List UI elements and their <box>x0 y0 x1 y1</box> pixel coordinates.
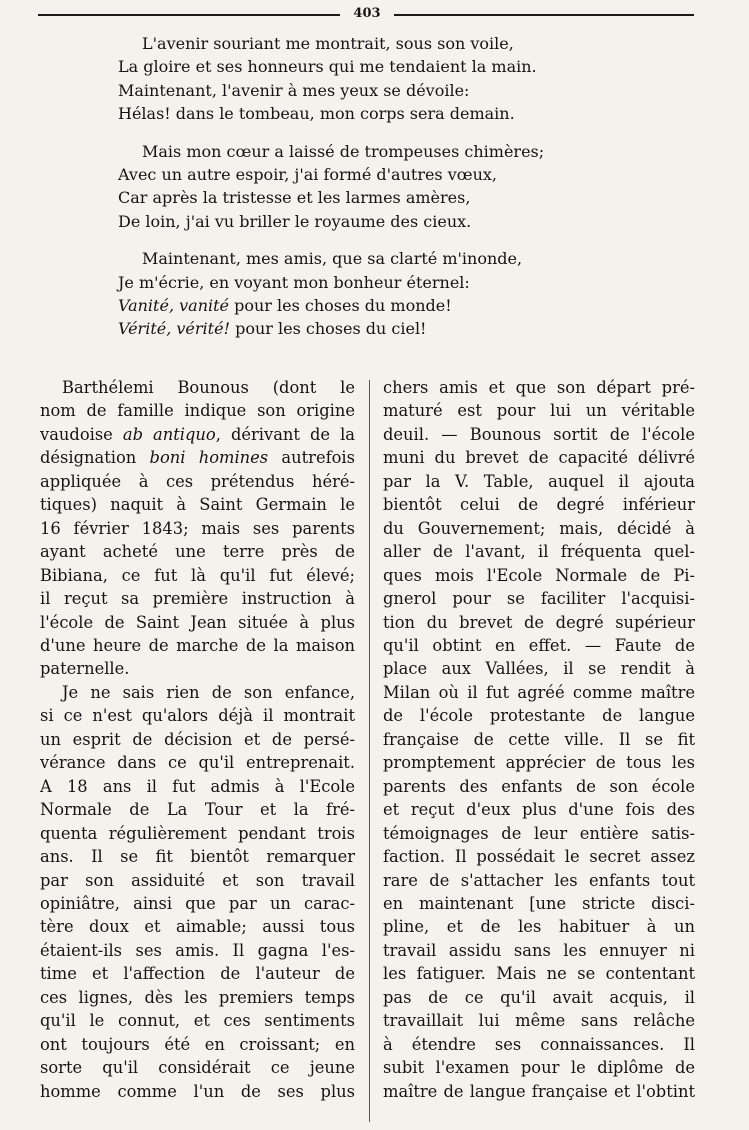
text-line: il reçut sa première instruction à <box>40 589 355 609</box>
text-line: travaillait lui même sans relâche <box>383 1011 695 1031</box>
page-header <box>38 5 694 23</box>
text-line <box>40 446 355 469</box>
text-line: du Gouvernement; mais, décidé à <box>383 518 695 538</box>
header-rule-right <box>394 14 694 16</box>
poem-text: pour les choses du ciel! <box>230 319 427 339</box>
text-line: l'école de Saint Jean située à plus <box>40 612 355 632</box>
poem-verse <box>118 317 638 340</box>
poem-stanza-1 <box>118 32 638 126</box>
poem <box>118 32 638 355</box>
text-line: ayant acheté une terre près de <box>40 542 355 562</box>
text-line: 16 février 1843; mais ses parents <box>40 518 355 538</box>
text-line: française de cette ville. Il se fit <box>383 729 695 749</box>
column-divider <box>369 380 370 1122</box>
text-line: deuil. — Bounous sortit de l'école <box>383 424 695 444</box>
header-rule-left <box>38 14 340 16</box>
text-line: bientôt celui de degré inférieur <box>383 495 695 515</box>
text-line: et reçut d'eux plus d'une fois des <box>383 800 695 820</box>
text-line: en maintenant [une stricte disci- <box>383 893 695 913</box>
text-line: d'une heure de marche de la maison <box>40 635 355 655</box>
text-run: , dérivant de la <box>215 424 355 444</box>
text-line: time et l'affection de l'auteur de <box>40 964 355 984</box>
text-line: promptement apprécier de tous les <box>383 753 695 773</box>
poem-verse: Hélas! dans le tombeau, mon corps sera demain. <box>118 104 515 124</box>
text-line: gnerol pour se faciliter l'acquisi- <box>383 589 695 609</box>
text-line: maître de langue française et l'obtint <box>383 1081 695 1101</box>
poem-verse: La gloire et ses honneurs qui me tendaient la main. <box>118 57 537 77</box>
text-line: tiques) naquit à Saint Germain le <box>40 495 355 515</box>
page-number: 403 <box>353 6 381 21</box>
text-run: vaudoise <box>40 424 123 444</box>
text-line: maturé est pour lui un véritable <box>383 401 695 421</box>
poem-verse: Avec un autre espoir, j'ai formé d'autres vœux, <box>118 165 497 185</box>
text-line: subit l'examen pour le diplôme de <box>383 1058 695 1078</box>
text-line: chers amis et que son départ pré- <box>383 378 695 397</box>
poem-verse: De loin, j'ai vu briller le royaume des cieux. <box>118 211 472 231</box>
text-line: qu'il le connut, et ces sentiments <box>40 1011 355 1031</box>
text-line: appliquée à ces prétendus héré- <box>40 471 355 491</box>
poem-verse <box>118 294 638 317</box>
italic-run: boni homines <box>149 448 269 468</box>
text-line: à étendre ses connaissances. Il <box>383 1034 695 1054</box>
text-line: les fatiguer. Mais ne se contentant <box>383 964 695 984</box>
text-line: place aux Vallées, il se rendit à <box>383 659 695 679</box>
text-line: pline, et de les habituer à un <box>383 917 695 937</box>
poem-verse: L'avenir souriant me montrait, sous son voile, <box>142 34 514 53</box>
poem-verse: Je m'écrie, en voyant mon bonheur éternel: <box>118 272 470 292</box>
text-line: tère doux et aimable; aussi tous <box>40 917 355 937</box>
poem-verse: Maintenant, l'avenir à mes yeux se dévoile: <box>118 80 470 100</box>
text-line: par son assiduité et son travail <box>40 870 355 890</box>
text-line: faction. Il possédait le secret assez <box>383 847 695 867</box>
text-line: quenta régulièrement pendant trois <box>40 823 355 843</box>
text-line: si ce n'est qu'alors déjà il montrait <box>40 706 355 726</box>
text-line: de l'école protestante de langue <box>383 706 695 726</box>
text-line: A 18 ans il fut admis à l'Ecole <box>40 776 355 796</box>
poem-verse: Car après la tristesse et les larmes amères, <box>118 188 471 208</box>
text-line: vérance dans ce qu'il entreprenait. <box>40 753 355 773</box>
text-line: travail assidu sans les ennuyer ni <box>383 940 695 960</box>
text-line: aller de l'avant, il fréquenta quel- <box>383 542 695 562</box>
poem-verse: Mais mon cœur a laissé de trompeuses chimères; <box>142 141 545 161</box>
italic-run: ab antiquo <box>122 424 216 444</box>
text-line: Milan où il fut agréé comme maître <box>383 682 695 702</box>
text-line: opiniâtre, ainsi que par un carac- <box>40 893 355 913</box>
text-line: témoignages de leur entière satis- <box>383 823 695 843</box>
text-line: pas de ce qu'il avait acquis, il <box>383 987 695 1007</box>
right-column <box>383 376 695 1103</box>
poem-italic: Vérité, vérité! <box>118 319 230 339</box>
text-line: par la V. Table, auquel il ajouta <box>383 471 695 491</box>
text-line <box>40 423 355 446</box>
text-line: Barthélemi Bounous (dont le <box>62 378 355 397</box>
text-line: Bibiana, ce fut là qu'il fut élevé; <box>40 565 355 585</box>
text-line: étaient-ils ses amis. Il gagna l'es- <box>40 940 355 960</box>
text-line: Normale de La Tour et la fré- <box>40 800 355 820</box>
text-line: un esprit de décision et de persé- <box>40 729 355 749</box>
text-line: paternelle. <box>40 659 130 679</box>
text-line: qu'il obtint en effet. — Faute de <box>383 635 695 655</box>
text-line: Je ne sais rien de son enfance, <box>62 682 355 702</box>
text-line: nom de famille indique son origine <box>40 401 355 421</box>
text-run: autrefois <box>268 448 355 468</box>
text-line: rare de s'attacher les enfants tout <box>383 870 695 890</box>
poem-italic: Vanité, vanité <box>118 296 230 316</box>
poem-verse: Maintenant, mes amis, que sa clarté m'inonde, <box>142 249 523 269</box>
text-line: tion du brevet de degré supérieur <box>383 612 695 632</box>
text-line: parents des enfants de son école <box>383 776 695 796</box>
poem-stanza-3 <box>118 247 638 341</box>
left-column <box>40 376 355 1103</box>
text-line: ces lignes, dès les premiers temps <box>40 987 355 1007</box>
text-run: désignation <box>40 448 150 468</box>
text-line: sorte qu'il considérait ce jeune <box>40 1058 355 1078</box>
text-line: ans. Il se fit bientôt remarquer <box>40 847 355 867</box>
text-line: ques mois l'Ecole Normale de Pi- <box>383 565 695 585</box>
text-line: muni du brevet de capacité délivré <box>383 448 695 468</box>
text-line: ont toujours été en croissant; en <box>40 1034 355 1054</box>
poem-text: pour les choses du monde! <box>229 296 452 316</box>
text-line: homme comme l'un de ses plus <box>40 1081 355 1101</box>
poem-stanza-2 <box>118 140 638 234</box>
